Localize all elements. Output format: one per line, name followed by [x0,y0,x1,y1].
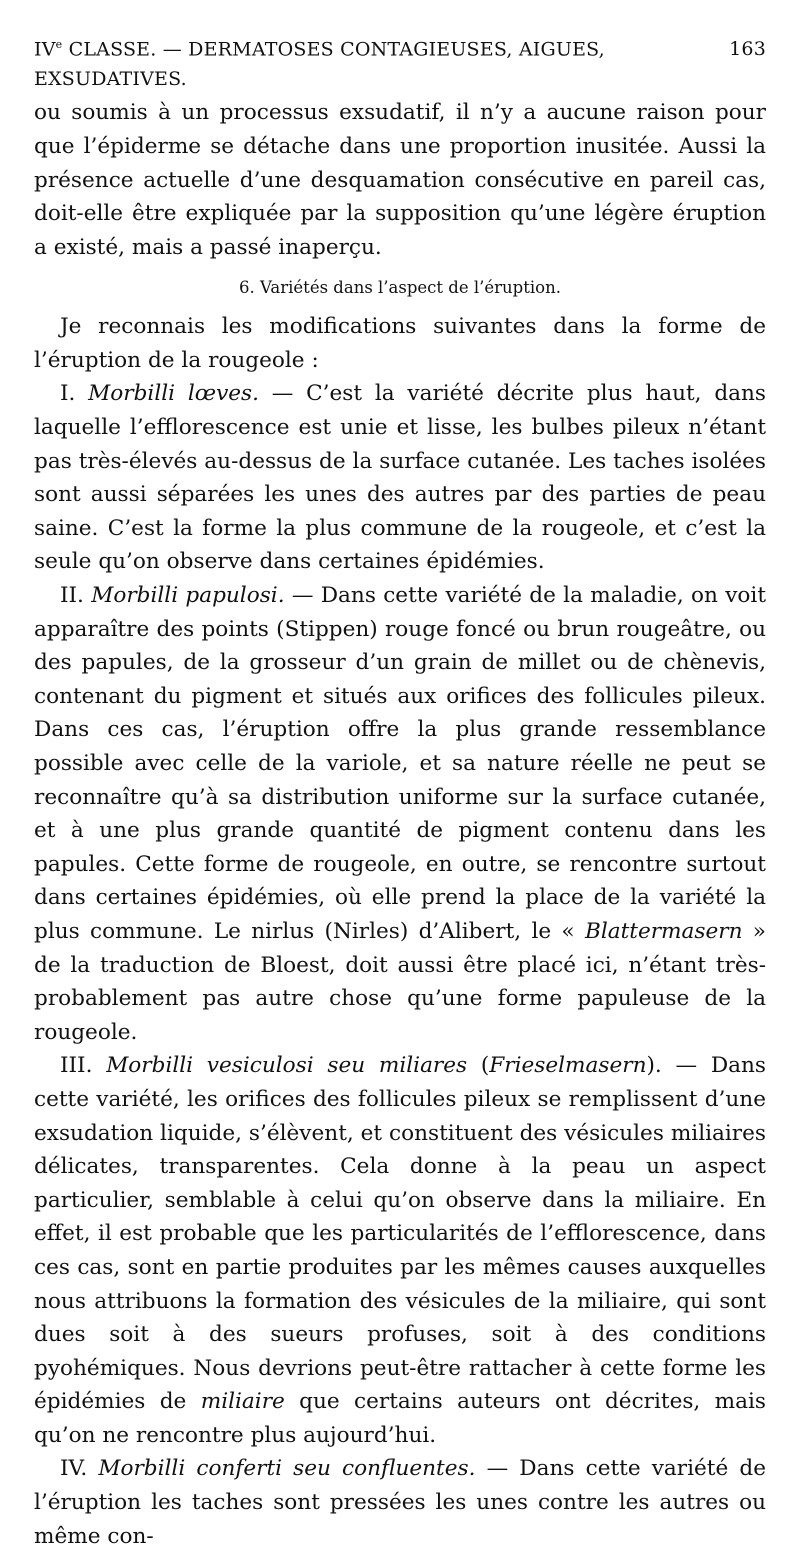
variety-term: Blattermasern [584,918,743,944]
book-page [34,30,766,1553]
variety-numeral: IV. [60,1456,99,1482]
intro-paragraph: Je reconnais les modifications suivantes dans la forme de l’éruption de la rougeole : [34,314,766,373]
variety-text: » de la traduction de Bloest, doit aussi être placé ici, n’étant très-probablement pas autre chose qu’une forme papuleuse de la rougeole. [34,918,767,1045]
variety-numeral: I. [60,381,89,407]
variety-numeral: II. [60,583,92,609]
variety-text: ). — Dans cette variété, les orifices des follicules pileux se remplissent d’une exsudation liquide, s’élèvent, et constituent des vésicules miliaires délicates, transparentes. Cela donne à la peau un aspect particulier, semblable à celui qu’on observe dans la miliaire. En effet, il est probable que les particularités de l’efflorescence, dans ces cas, sont en partie produites par les mêmes causes auxquelles nous attribuons la formation des vésicules de la miliaire, qui sont dues soit à des sueurs profuses, soit à des conditions pyohémiques. Nous devrions peut-être rattacher à cette forme les épidémies de [34,1053,766,1415]
continuation-paragraph: ou soumis à un processus exsudatif, il n’y a aucune raison pour que l’épiderme se détache dans une proportion inusitée. Aussi la présence actuelle d’une desquamation consécutive en pareil cas, doit-elle être expliquée par la supposition qu’une légère éruption a existé, mais a passé inaperçu. [34,100,766,260]
variety-term: miliaire [200,1389,285,1415]
variety-paragraph-4 [34,1452,766,1553]
variety-text: — Dans cette variété de l’éruption les taches sont pressées les unes contre les autres ou même con- [34,1456,766,1549]
variety-name: Morbilli lœves. [88,381,260,407]
variety-name: Morbilli papulosi. [91,583,285,609]
running-head [34,30,766,94]
variety-paragraph-1 [34,377,766,579]
variety-text: — Dans cette variété de la maladie, on voit apparaître des points (Stippen) rouge foncé ou brun rougeâtre, ou des papules, de la grosseur d’un grain de millet ou de chènevis, contenant du pigment et situés aux orifices des follicules pileux. Dans ces cas, l’éruption offre la plus grande ressemblance possible avec celle de la variole, et sa nature réelle ne peut se reconnaître qu’à sa distribution uniforme sur la surface cutanée, et à une plus grande quantité de pigment contenu dans les papules. Cette forme de rougeole, en outre, se rencontre surtout dans certaines épidémies, où elle prend la place de la variété la plus commune. Le nirlus (Nirles) d’Alibert, le « [34,583,767,944]
section-heading: 6. Variétés dans l’aspect de l’éruption. [239,278,561,298]
variety-name: Morbilli vesiculosi seu miliares [106,1053,468,1079]
variety-text: que certains auteurs ont décrites, mais qu’on ne rencontre plus aujourd’hui. [34,1389,767,1448]
variety-paragraph-2 [34,579,766,1049]
page-number: 163 [729,38,766,61]
variety-numeral: III. [60,1053,107,1079]
running-head-title: IVe CLASSE. — DERMATOSES CONTAGIEUSES, AIGUES, EXSUDATIVES. [34,38,605,91]
variety-text: ( [467,1053,490,1079]
variety-text: — C’est la variété décrite plus haut, dans laquelle l’efflorescence est unie et lisse, les bulbes pileux n’étant pas très-élevés au-dessus de la surface cutanée. Les taches isolées sont aussi séparées les unes des autres par des parties de peau saine. C’est la forme la plus commune de la rougeole, et c’est la seule qu’on observe dans certaines épidémies. [34,381,767,575]
variety-name: Morbilli conferti seu confluentes. [98,1456,476,1482]
variety-term: Frieselmasern [489,1053,647,1079]
variety-paragraph-3 [34,1049,766,1452]
